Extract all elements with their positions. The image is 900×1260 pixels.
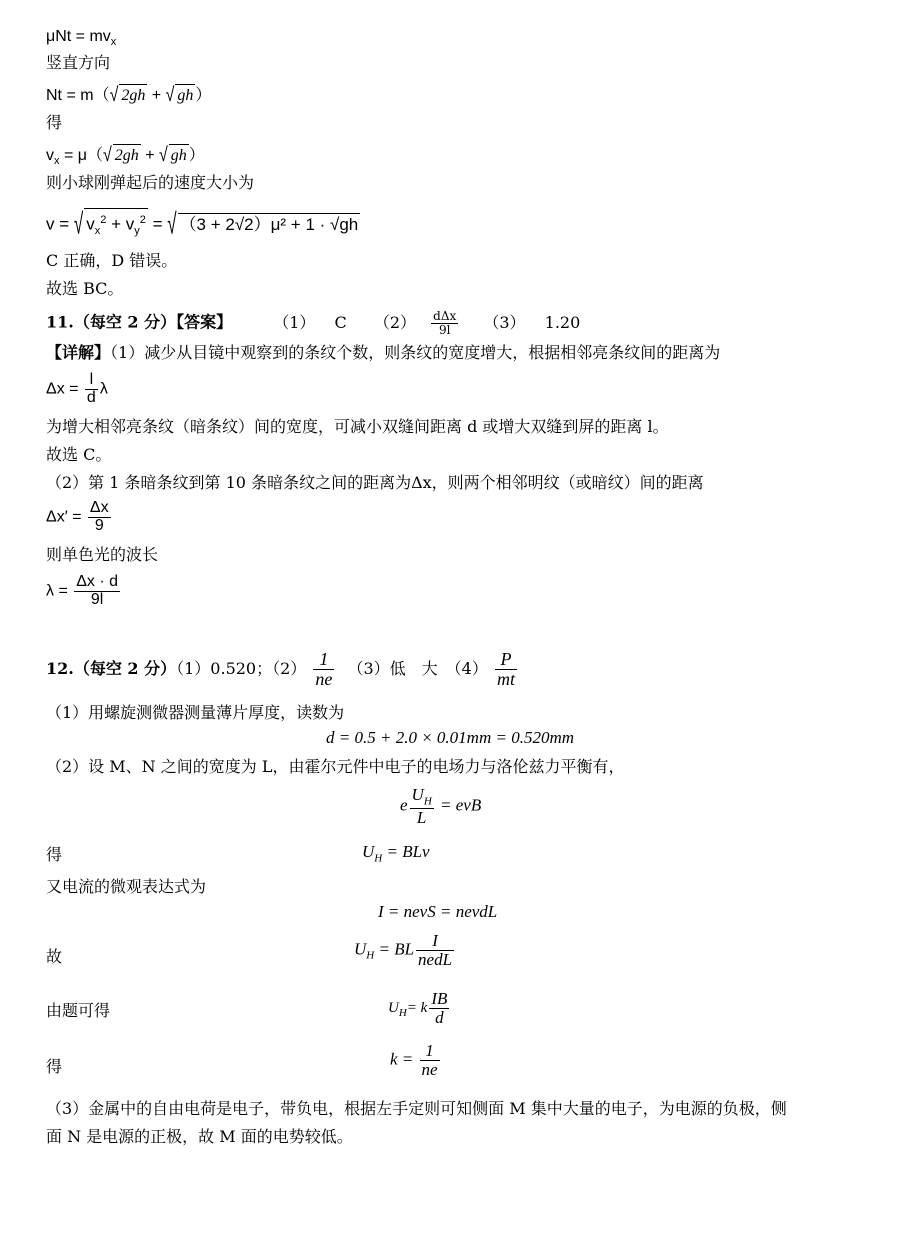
eq-vertical-impulse: Nt = m（√ 2gh + √ gh ） — [46, 84, 212, 106]
eq-vx: $v_x = \mu(√$ 2gh + √ gh ） — [46, 144, 205, 168]
eq-horizontal-impulse: $\mu Nt = mv_x$ — [46, 28, 117, 49]
text-de: 得 — [46, 113, 63, 132]
q12-formula-current: I = nevS = nevdL — [378, 902, 498, 921]
q12-detail-2: （2）设 M、N 之间的宽度为 L，由霍尔元件中电子的电场力与洛伦兹力平衡有， — [46, 757, 625, 776]
q12-detail-1: （1）用螺旋测微器测量薄片厚度，读数为 — [46, 703, 345, 722]
text-vertical-direction: 竖直方向 — [46, 53, 111, 72]
q11-formula-dx: Δx = $\frac{l}{d}$ λ — [46, 371, 108, 406]
q12-detail-5: 面 N 是电源的正极，故 M 面的电势较低。 — [46, 1127, 353, 1146]
q12-formula-uh: $U_H$ = BLv — [362, 842, 430, 865]
q11-detail-2: 为增大相邻亮条纹（暗条纹）间的宽度，可减小双缝间距离 d 或增大双缝到屏的距离 l。 — [46, 417, 669, 436]
q11-detail-3: 故选 C。 — [46, 445, 112, 464]
q11-detail-4: （2）第 1 条暗条纹到第 10 条暗条纹之间的距离为Δx，则两个相邻明纹（或暗纹）间的距离 — [46, 473, 704, 492]
eq-speed: v = √ $v_x^2 + v_y^2$ = √ （3 + 2√2）μ² + 1 · √gh — [46, 208, 360, 242]
q12-formula-k-def: $U_H= k$ $\frac{IB}{d}$ — [388, 989, 448, 1027]
text-choose-bc: 故选 BC。 — [46, 279, 124, 298]
text-c-correct: C 正确，D 错误。 — [46, 251, 178, 270]
q12-de-1: 得 — [46, 845, 63, 864]
q12-de-2: 得 — [46, 1057, 63, 1076]
q12-formula-k: k = $\frac{1}{ne}$ — [390, 1041, 438, 1079]
q12-gu: 故 — [46, 947, 63, 966]
q11-formula-dx-prime: Δx′ = $\frac{\Delta x}{9}$ — [46, 499, 109, 534]
q11-answer-line: 11.（每空 2 分）【答案】 （1） C （2） $\frac{\text{dΔx}}{9l}$ （3） 1.20 — [46, 309, 581, 337]
q12-answer-line: 12.（每空 2 分）（1）0.520；（2） $\frac{1}{ne}$ （3）低 大 （4） $\frac{P}{mt}$ — [46, 649, 515, 689]
q11-detail-5: 则单色光的波长 — [46, 545, 159, 564]
q12-detail-3: 又电流的微观表达式为 — [46, 877, 207, 896]
q11-detail-1: 【详解】（1）减少从目镜中观察到的条纹个数，则条纹的宽度增大，根据相邻亮条纹间的距离为 — [46, 343, 721, 362]
q12-yt: 由题可得 — [46, 1001, 111, 1020]
q12-formula-reading: d = 0.5 + 2.0 × 0.01mm = 0.520mm — [326, 728, 574, 747]
q12-formula-balance: e $\frac{U_H}{L}$ = evB — [400, 785, 482, 827]
q12-detail-4: （3）金属中的自由电荷是电子，带负电，根据左手定则可知侧面 M 集中大量的电子，为电源的负极，侧 — [46, 1099, 787, 1118]
q12-formula-uh-2: $U_H$ = BL $\frac{I}{\text{nedL}}$ — [354, 931, 453, 969]
text-speed-intro: 则小球刚弹起后的速度大小为 — [46, 173, 255, 192]
q11-formula-lambda: λ = $\frac{\Delta x \cdot d}{9l}$ — [46, 573, 119, 608]
